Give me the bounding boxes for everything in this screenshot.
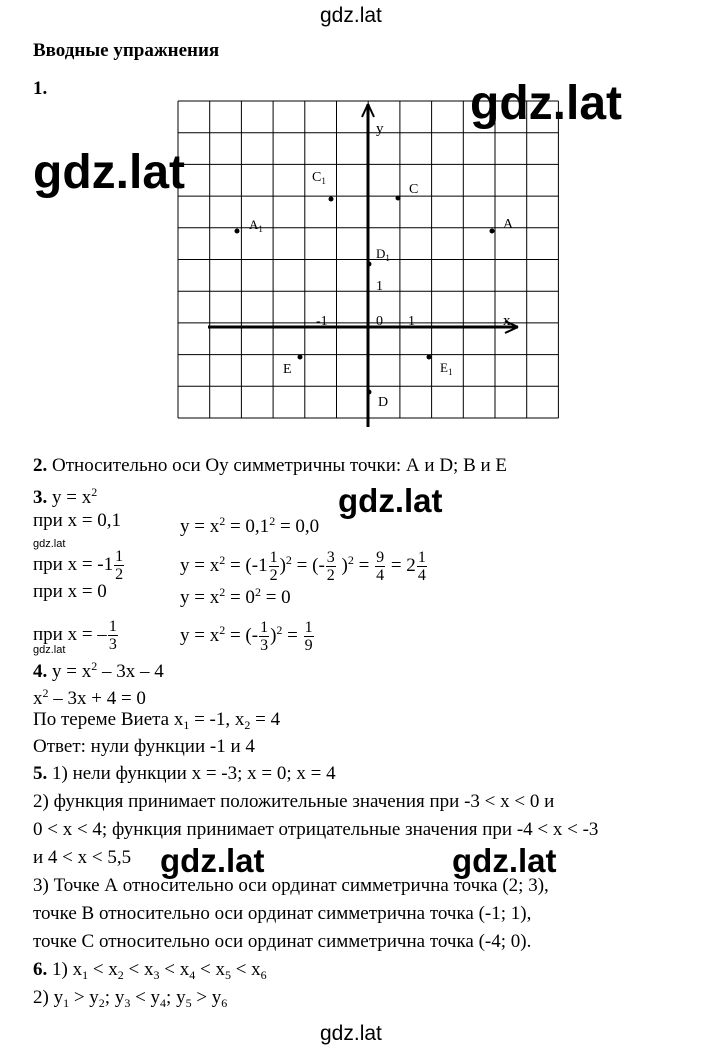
tick-label-x-1: 1 <box>408 314 415 329</box>
task3-formula: 3. $y = x^2$ <box>33 485 98 508</box>
point-label-e1: $E_1$ <box>440 360 453 377</box>
section-heading: Вводные упражнения <box>33 40 220 61</box>
point-label-d1: $D_1$ <box>376 246 390 263</box>
task4-line2: $x^2 - 3x + 4 = 0$ <box>33 686 146 709</box>
tick-label-y-1: 1 <box>376 279 383 294</box>
task6-line1: 6. 1) $x_1 < x_2 < x_3 < x_4 < x_5 < x_6$ <box>33 959 267 982</box>
point-label-e: E <box>283 362 292 377</box>
task3-row2-left: при x = -1 $\frac{1}{2}$ <box>33 548 124 583</box>
task1-number: 1. <box>33 78 48 99</box>
task4-line4: Ответ: нули функции -1 и 4 <box>33 736 255 757</box>
task3-row2-right: $y = x^2 = (-1$ $\frac{1}{2}$ )$^2$ = (- $\frac{3}{2}$ )$^2$ = $\frac{9}{4}$ = 2 $\frac{1}{4}$ <box>180 549 426 585</box>
watermark-small-2: gdz.lat <box>33 644 66 656</box>
watermark-big-left: gdz.lat <box>33 146 185 199</box>
task3-row3-left: при x = 0 <box>33 581 107 602</box>
point-label-a1: $A_1$ <box>249 217 263 234</box>
watermark-bottom-right: gdz.lat <box>452 842 557 879</box>
point-a <box>490 229 495 234</box>
point-e1 <box>427 355 432 360</box>
task3-number: 3. <box>33 487 48 508</box>
point-label-a: A <box>503 217 514 232</box>
task3-row3-right: $y = x^2 = 0^2 = 0$ <box>180 585 291 608</box>
watermark-big-right: gdz.lat <box>470 77 622 130</box>
point-c <box>396 196 401 201</box>
task4-number: 4. <box>33 661 48 682</box>
watermark-bottom-left: gdz.lat <box>160 842 265 879</box>
watermark-small-1: gdz.lat <box>33 538 66 550</box>
task3-row1-right: $y = x^2 = 0,1^2 = 0,0$ <box>180 514 320 537</box>
task4-line1: 4. $y = x^2 - 3x - 4$ <box>33 659 164 682</box>
origin-label: 0 <box>376 314 383 329</box>
watermark-bottom: gdz.lat <box>320 1022 382 1045</box>
task5-line7: точке С относительно оси ординат симметрична точка (-4; 0). <box>33 931 532 952</box>
point-c1 <box>329 197 334 202</box>
task4-line3: По тереме Виета $x_1 = -1$, $x_2 = 4$ <box>33 709 281 732</box>
task5-line5: 3) Точке А относительно оси ординат симметрична точка (2; 3), <box>33 875 549 896</box>
point-d1 <box>367 262 372 267</box>
coordinate-grid <box>0 0 720 450</box>
point-e <box>298 355 303 360</box>
axes <box>208 104 518 427</box>
point-d <box>367 390 372 395</box>
task2-line <box>33 454 507 478</box>
task3-row4-left: при x = – $\frac{1}{3}$ <box>33 618 117 653</box>
tick-label-x-minus-1: -1 <box>316 314 328 329</box>
axis-y-label: y <box>376 121 384 137</box>
task5-line6: точке В относительно оси ординат симметрична точка (-1; 1), <box>33 903 532 924</box>
point-label-c1: $C_1$ <box>312 170 326 186</box>
task5-number: 5. <box>33 763 48 784</box>
task6-line2: 2) $y_1 > y_2$; $y_3 < y_4$; $y_5 > y_6$ <box>33 987 228 1010</box>
task2-number: 2. <box>33 455 48 476</box>
point-label-d: D <box>378 395 389 410</box>
task3-row4-right: $y = x^2$ = (- $\frac{1}{3}$ )$^2$ = $\frac{1}{9}$ <box>180 619 313 655</box>
watermark-task3: gdz.lat <box>338 482 443 519</box>
point-a1 <box>235 229 240 234</box>
task3-row1-left: при x = 0,1 <box>33 510 122 531</box>
task5-line1: 5. 1) нели функции x = -3; x = 0; x = 4 <box>33 763 336 784</box>
task5-line2: 2) функция принимает положительные значения при -3 < x < 0 и <box>33 791 555 812</box>
point-label-c: C <box>409 182 419 197</box>
task5-line3: 0 < x < 4; функция принимает отрицательные значения при -4 < x < -3 <box>33 819 599 840</box>
axis-x-label: x <box>503 313 511 329</box>
task5-line4: и 4 < x < 5,5 <box>33 847 132 868</box>
watermark-top: gdz.lat <box>320 4 382 27</box>
task2-text: Относительно оси Оу симметричны точки: А и D; В и Е <box>47 455 508 476</box>
task6-number: 6. <box>33 959 48 980</box>
